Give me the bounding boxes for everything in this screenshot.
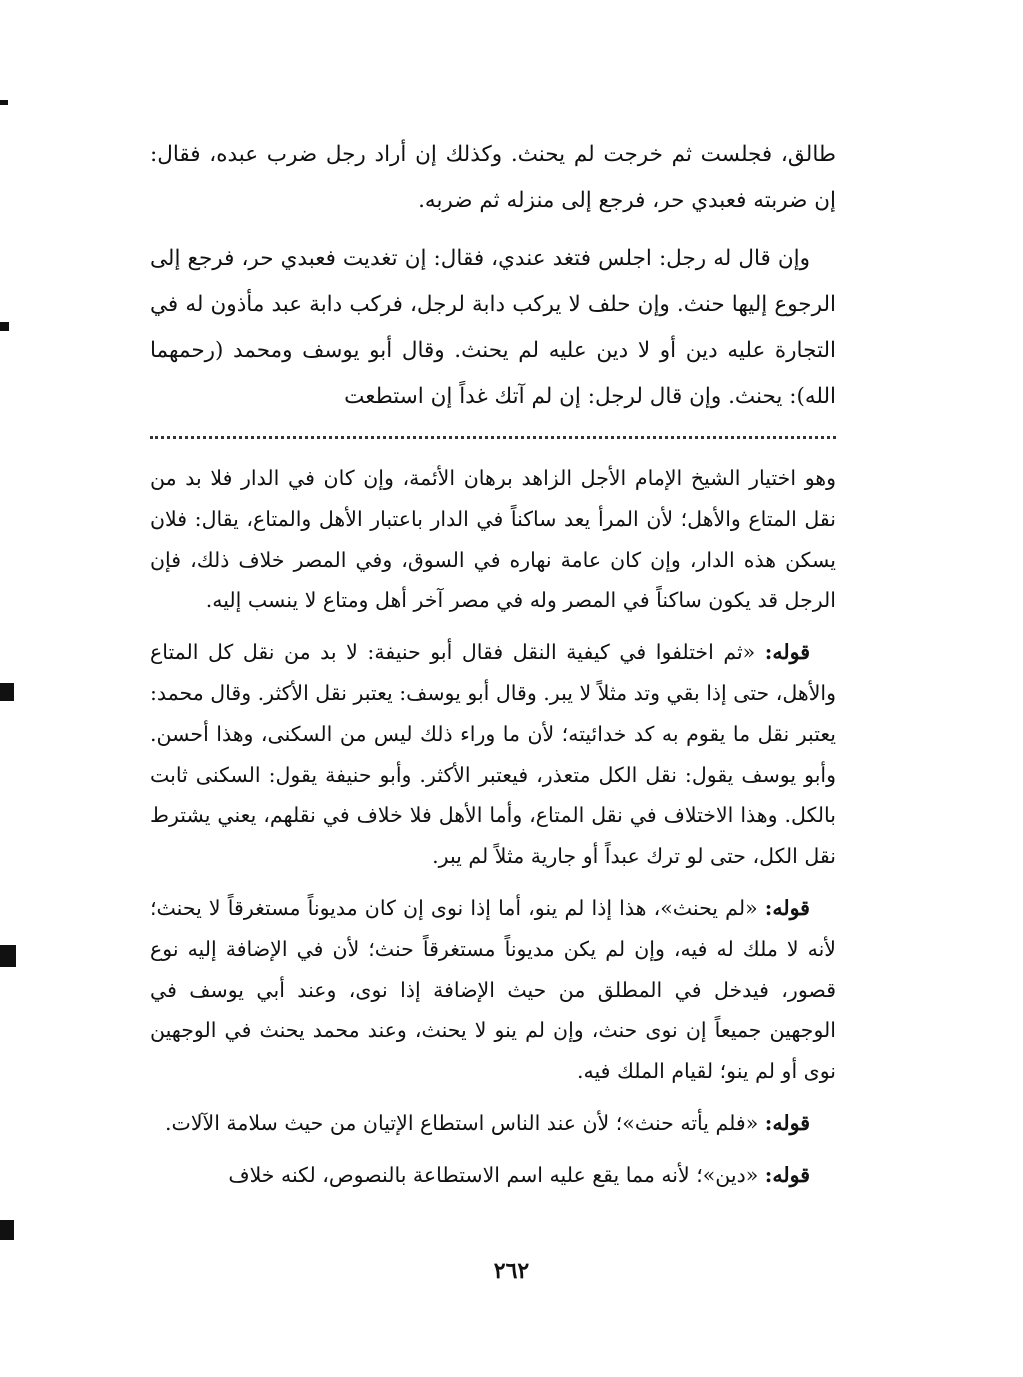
- scan-edge-mark: [0, 683, 14, 701]
- commentary-label: قوله:: [764, 1162, 810, 1187]
- commentary-body: «فلم يأته حنث»؛ لأن عند الناس استطاع الإتيان من حيث سلامة الآلات.: [165, 1110, 759, 1135]
- page-number: ٢٦٢: [493, 1258, 530, 1284]
- commentary-body: «لم يحنث»، هذا إذا لم ينو، أما إذا نوى إن كان مديوناً مستغرقاً لا يحنث؛ لأنه لا ملك له فيه، وإن لم يكن مديوناً مستغرقاً حنث؛ لأن في الإضافة إليه نوع قصور، فيدخل في المطلق من حيث الإضافة إذا نوى، وعند أبي يوسف في الوجهين جميعاً إن نوى حنث، وإن لم ينو لا يحنث، وعند محمد يحنث في الوجهين نوى أو لم ينو؛ لقيام الملك فيه.: [150, 895, 836, 1084]
- commentary-body: «دين»؛ لأنه مما يقع عليه اسم الاستطاعة بالنصوص، لكنه خلاف: [228, 1162, 759, 1187]
- commentary-paragraph: [150, 458, 836, 621]
- scan-edge-mark: [0, 100, 8, 105]
- footnote-divider: [150, 436, 836, 441]
- main-text: [150, 132, 836, 432]
- scan-edge-mark: [0, 945, 16, 967]
- commentary-label: قوله:: [764, 895, 810, 920]
- commentary-label: قوله:: [764, 1110, 810, 1135]
- commentary-paragraph: [150, 632, 836, 877]
- commentary-label: قوله:: [764, 640, 810, 665]
- main-paragraph: وإن قال له رجل: اجلس فتغد عندي، فقال: إن تغديت فعبدي حر، فرجع إلى الرجوع إليها حنث. وإن حلف لا يركب دابة لرجل، فركب دابة عبد مأذون له في التجارة عليه دين أو لا دين عليه لم يحنث. وقال أبو يوسف ومحمد (رحمهما الله): يحنث. وإن قال لرجل: إن لم آتك غداً إن استطعت: [150, 246, 836, 409]
- commentary-body: «ثم اختلفوا في كيفية النقل فقال أبو حنيفة: لا بد من نقل كل المتاع والأهل، حتى إذا بقي وتد مثلاً لا يبر. وقال أبو يوسف: يعتبر نقل الأكثر. وقال محمد: يعتبر نقل ما يقوم به كد خدائيته؛ لأن ما وراء ذلك ليس من السكنى، وهذا أحسن. وأبو يوسف يقول: نقل الكل متعذر، فيعتبر الأكثر. وأبو حنيفة يقول: السكنى ثابت بالكل. وهذا الاختلاف في نقل المتاع، وأما الأهل فلا خلاف في نقلهم، يعني يشترط نقل الكل، حتى لو ترك عبداً أو جارية مثلاً لم يبر.: [150, 640, 836, 869]
- scan-edge-mark: [0, 1220, 14, 1240]
- main-paragraph: طالق، فجلست ثم خرجت لم يحنث. وكذلك إن أراد رجل ضرب عبده، فقال: إن ضربته فعبدي حر، فرجع إلى منزله ثم ضربه.: [150, 142, 836, 213]
- commentary-paragraph: [150, 1103, 836, 1144]
- commentary-body: وهو اختيار الشيخ الإمام الأجل الزاهد برهان الأئمة، وإن كان في الدار فلا بد من نقل المتاع والأهل؛ لأن المرأ يعد ساكناً في الدار باعتبار الأهل والمتاع، يقال: فلان يسكن هذه الدار، وإن كان عامة نهاره في السوق، وفي المصر خلاف ذلك، فإن الرجل قد يكون ساكناً في المصر وله في مصر آخر أهل ومتاع لا ينسب إليه.: [150, 466, 836, 613]
- commentary-paragraph: [150, 1155, 836, 1196]
- commentary-paragraph: [150, 888, 836, 1092]
- commentary-text: [150, 458, 836, 1207]
- scan-edge-mark: [0, 322, 9, 331]
